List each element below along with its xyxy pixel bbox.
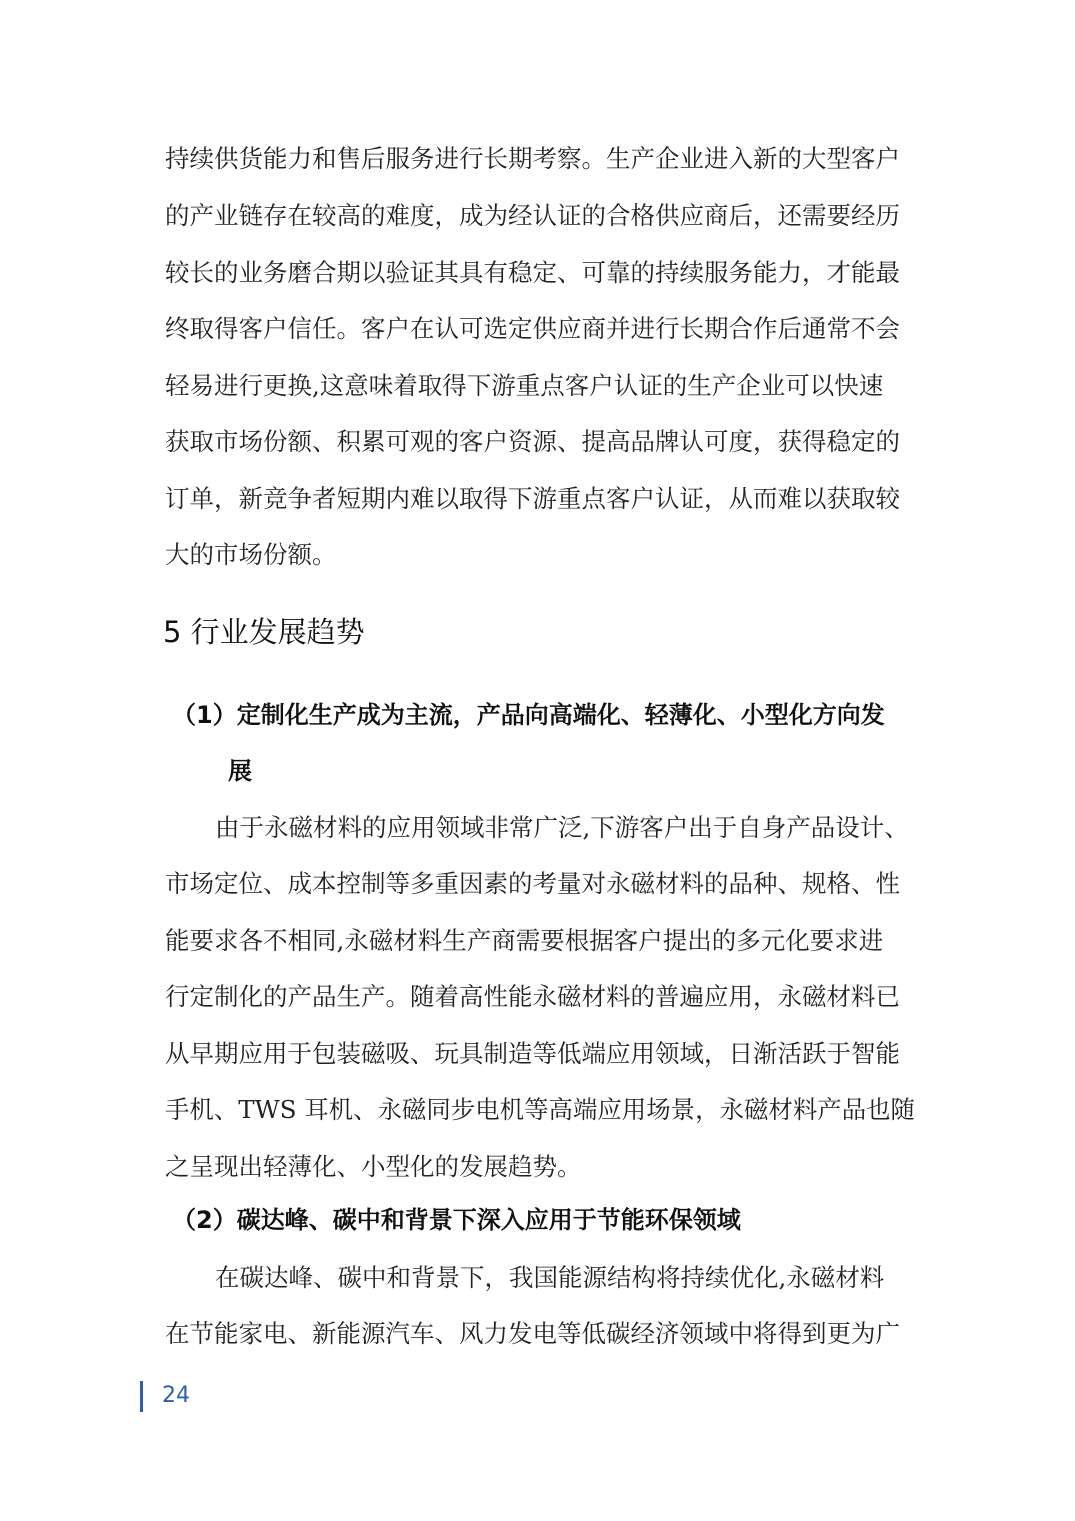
body-text-line <box>0 535 1075 575</box>
page-number: 24 <box>162 1383 190 1408</box>
body-text-line <box>0 1147 1075 1187</box>
body-text-line <box>0 422 1075 462</box>
body-text-line <box>0 1034 1075 1074</box>
body-text-line <box>0 808 1075 848</box>
body-text: 之呈现出轻薄化、小型化的发展趋势。 <box>165 1152 582 1181</box>
body-text-line <box>0 479 1075 519</box>
page-number-accent-bar <box>140 1381 143 1412</box>
body-text: 轻易进行更换,这意味着取得下游重点客户认证的生产企业可以快速 <box>165 371 884 400</box>
body-text: 市场定位、成本控制等多重因素的考量对永磁材料的品种、规格、性 <box>165 869 900 898</box>
body-text-line <box>0 921 1075 961</box>
subsection-title: （2）碳达峰、碳中和背景下深入应用于节能环保领域 <box>172 1206 741 1234</box>
body-text: 的产业链存在较高的难度，成为经认证的合格供应商后，还需要经历 <box>165 201 900 230</box>
body-text: 持续供货能力和售后服务进行长期考察。生产企业进入新的大型客户 <box>165 144 900 173</box>
body-text-line <box>0 1258 1075 1298</box>
body-text: 由于永磁材料的应用领域非常广泛,下游客户出于自身产品设计、 <box>215 813 909 842</box>
body-text: 能要求各不相同,永磁材料生产商需要根据客户提出的多元化要求进 <box>165 926 884 955</box>
body-text-line <box>0 366 1075 406</box>
body-text: 订单，新竞争者短期内难以取得下游重点客户认证，从而难以获取较 <box>165 484 900 513</box>
body-text-line <box>0 1314 1075 1354</box>
body-text: 获取市场份额、积累可观的客户资源、提高品牌认可度，获得稳定的 <box>165 427 900 456</box>
body-text-line <box>0 864 1075 904</box>
subsection-title: （1）定制化生产成为主流，产品向高端化、轻薄化、小型化方向发 <box>172 701 885 729</box>
body-text: 大的市场份额。 <box>165 540 337 569</box>
subsection-title-continued: 展 <box>228 757 252 785</box>
body-text: 从早期应用于包装磁吸、玩具制造等低端应用领域，日渐活跃于智能 <box>165 1039 900 1068</box>
body-text-line <box>0 139 1075 179</box>
body-text: 终取得客户信任。客户在认可选定供应商并进行长期合作后通常不会 <box>165 314 900 343</box>
body-text-line <box>0 196 1075 236</box>
body-text-line <box>0 977 1075 1017</box>
body-text: 较长的业务磨合期以验证其具有稳定、可靠的持续服务能力，才能最 <box>165 258 900 287</box>
section-heading: 5 行业发展趋势 <box>163 615 365 649</box>
body-text-line <box>0 1090 1075 1130</box>
body-text: 行定制化的产品生产。随着高性能永磁材料的普遍应用，永磁材料已 <box>165 982 900 1011</box>
body-text: 在碳达峰、碳中和背景下，我国能源结构将持续优化,永磁材料 <box>215 1263 885 1292</box>
body-text-line <box>0 309 1075 349</box>
body-text: 在节能家电、新能源汽车、风力发电等低碳经济领域中将得到更为广 <box>165 1319 900 1348</box>
body-text-line <box>0 253 1075 293</box>
body-text: 手机、TWS 耳机、永磁同步电机等高端应用场景，永磁材料产品也随 <box>165 1095 915 1124</box>
